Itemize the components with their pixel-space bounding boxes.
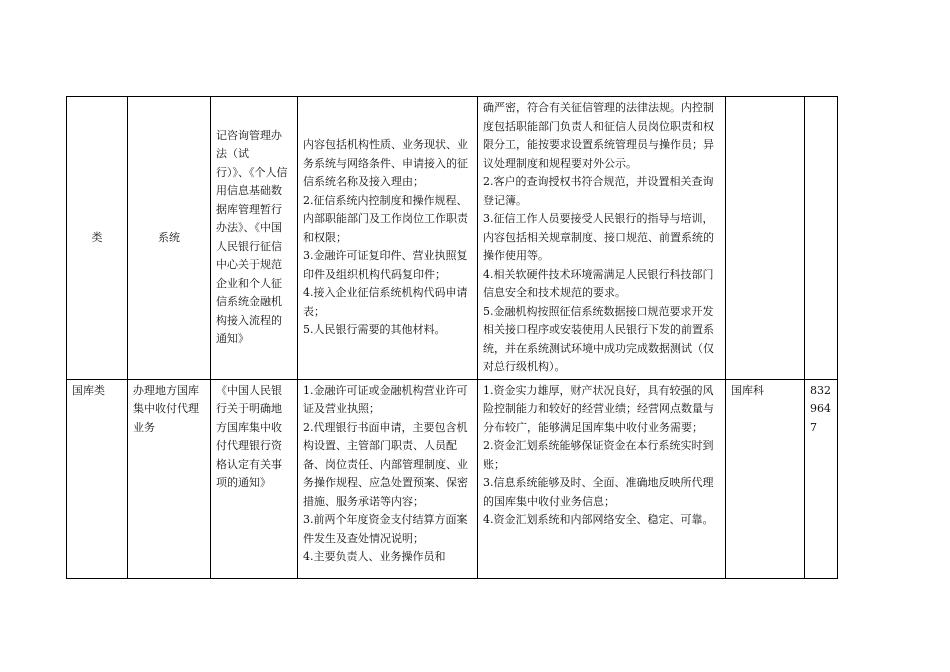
materials-line: 内容包括机构性质、业务现状、业务系统与网络条件、申请接入的征信系统名称及接入理由； xyxy=(303,138,468,188)
category-cell xyxy=(67,97,128,380)
materials-cell xyxy=(298,97,478,380)
basis-line: 行）》、《个人信用信息基础数据库管理暂行办法》、《中国人民银行征信中心关于规范企业和个人征信系统金融机构接入流程的通知》 xyxy=(216,165,288,346)
materials-clip xyxy=(303,382,472,576)
materials-line: 5.人民银行需要的其他材料。 xyxy=(303,323,446,336)
conditions-cell xyxy=(478,97,726,380)
materials-line: 3.金融许可证复印件、营业执照复印件及组织机构代码复印件； xyxy=(303,249,468,281)
materials-line: 3.前两个年度资金支付结算方面案件发生及查处情况说明； xyxy=(303,513,468,545)
item-text: 系统 xyxy=(158,230,180,244)
materials-line: 4.主要负责人、业务操作员和 xyxy=(303,550,446,563)
table-row xyxy=(67,97,838,380)
materials-line: 4.接入企业征信系统机构代码申请表； xyxy=(303,286,468,318)
department-cell xyxy=(726,97,805,380)
department-cell xyxy=(726,379,805,578)
department-text: 国库科 xyxy=(731,383,764,397)
basis-cell xyxy=(211,97,298,380)
conditions-cell xyxy=(478,379,726,578)
conditions-line: 5.金融机构按照征信系统数据接口规范要求开发相关接口程序或安装使用人民银行下发的前置系统，并在系统测试环境中成功完成数据测试（仅对总行级机构）。 xyxy=(483,304,714,373)
conditions-line: 1.资金实力雄厚，财产状况良好，具有较强的风险控制能力和较好的经营业绩；经营网点数量与分布较广，能够满足国库集中收付业务需要； xyxy=(483,383,714,434)
category-cell xyxy=(67,379,128,578)
phone-text: 8329647 xyxy=(810,383,831,434)
conditions-line: 3.信息系统能够及时、全面、准确地反映所代理的国库集中收付业务信息； xyxy=(483,476,714,508)
approval-items-table xyxy=(66,96,838,579)
item-cell xyxy=(128,97,211,380)
materials-line: 1.金融许可证或金融机构营业许可证及营业执照； xyxy=(303,383,468,415)
conditions-line: 2.资金汇划系统能够保证资金在本行系统实时到账； xyxy=(483,439,714,471)
basis-cell xyxy=(211,379,298,578)
basis-line: 记咨询管理办法（试 xyxy=(216,128,282,161)
category-text: 类 xyxy=(91,230,103,244)
phone-cell xyxy=(805,97,838,380)
materials-line: 2.征信系统内控制度和操作规程、内部职能部门及工作岗位工作职责和权限； xyxy=(303,193,468,244)
phone-cell xyxy=(805,379,838,578)
conditions-line: 4.相关软硬件技术环境需满足人民银行科技部门信息安全和技术规范的要求。 xyxy=(483,267,714,299)
category-text: 国库类 xyxy=(72,383,105,397)
item-cell xyxy=(128,379,211,578)
basis-line: 《中国人民银行关于明确地方国库集中收付代理银行资格认定有关事项的通知》 xyxy=(216,383,282,489)
conditions-line: 3.征信工作人员要接受人民银行的指导与培训，内容包括相关规章制度、接口规范、前置系统的操作使用等。 xyxy=(483,212,714,262)
conditions-line: 4.资金汇划系统和内部网络安全、稳定、可靠。 xyxy=(483,513,714,526)
table-row xyxy=(67,379,838,578)
conditions-line: 2.客户的查询授权书符合规范，并设置相关查询登记簿。 xyxy=(483,175,714,207)
conditions-line: 确严密，符合有关征信管理的法律法规。内控制度包括职能部门负责人和征信人员岗位职责和权限分工，能按要求设置系统管理员与操作员；异议处理制度和规程要对外公示。 xyxy=(483,101,714,170)
item-text: 办理地方国库集中收付代理业务 xyxy=(133,383,199,434)
materials-line: 2.代理银行书面申请，主要包含机构设置、主管部门职责、人员配备、岗位责任、内部管理制度、业务操作规程、应急处置预案、保密措施、服务承诺等内容； xyxy=(303,420,468,508)
materials-cell xyxy=(298,379,478,578)
